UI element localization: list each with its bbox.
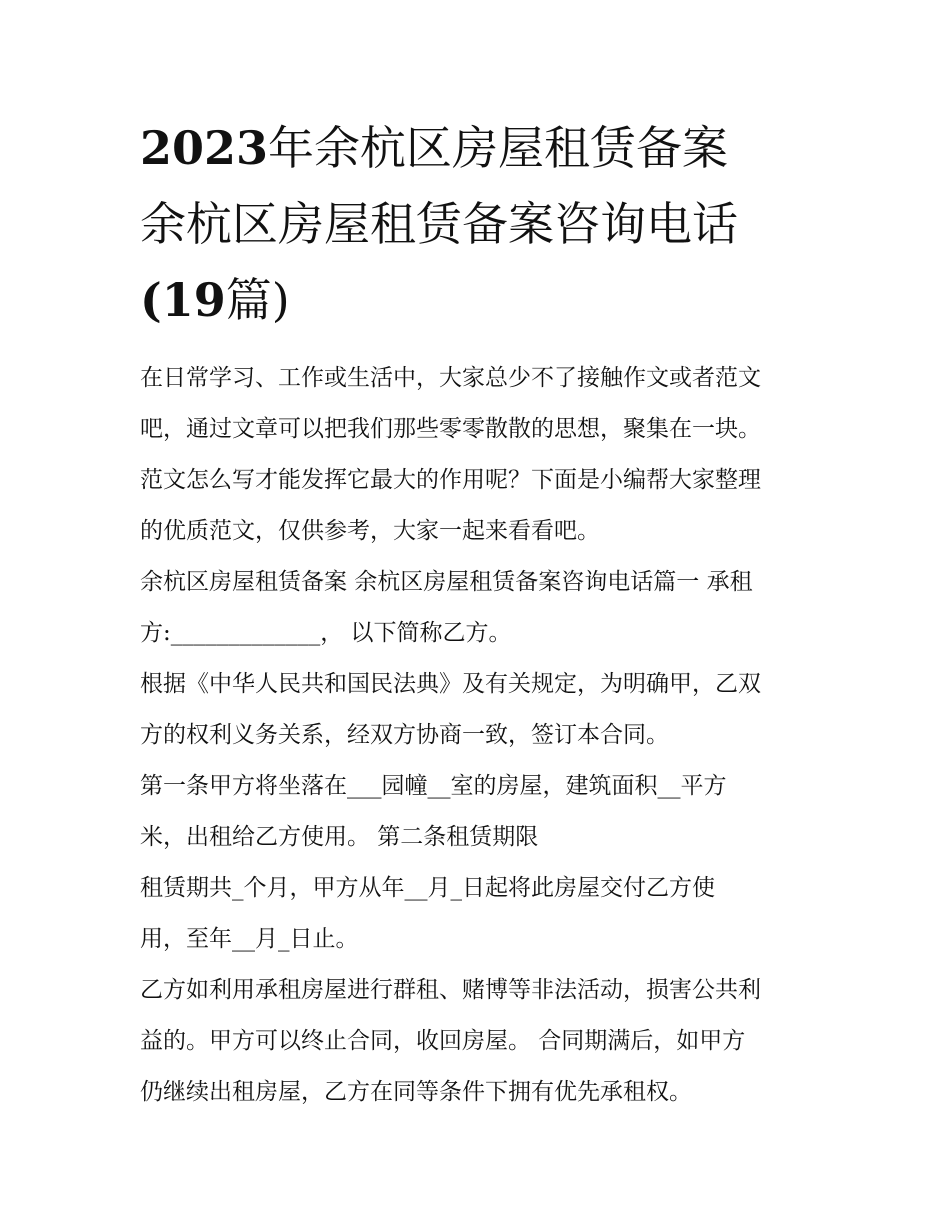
title-line-3-text: 篇) [225,273,290,327]
body-line: 仍继续出租房屋，乙方在同等条件下拥有优先承租权。 [140,1079,692,1105]
document-title [140,110,830,338]
title-line-1 [140,110,830,186]
title-year: 2023 [140,121,269,175]
body-line: 米，出租给乙方使用。 第二条租赁期限 [140,824,539,850]
body-line: 根据《中华人民共和国民法典》及有关规定，为明确甲，乙双 [140,671,761,697]
body-line: 乙方如利用承租房屋进行群租、赌博等非法活动，损害公共利 [140,977,761,1003]
title-line-2-text: 余杭区房屋租赁备案咨询电话 [140,197,738,251]
body-line: 在日常学习、工作或生活中，大家总少不了接触作文或者范文 [140,365,761,391]
body-line: 方:_____________， 以下简称乙方。 [140,620,512,646]
body-line: 方的权利义务关系，经双方协商一致，签订本合同。 [140,722,669,748]
body-line: 益的。甲方可以终止合同，收回房屋。 合同期满后，如甲方 [140,1028,746,1054]
body-line: 范文怎么写才能发挥它最大的作用呢？下面是小编帮大家整理 [140,467,761,493]
body-line: 用，至年__月_日止。 [140,926,359,952]
document-body [140,353,830,1118]
title-count: (19 [140,273,226,327]
body-line: 余杭区房屋租赁备案 余杭区房屋租赁备案咨询电话篇一 承租 [140,569,753,595]
body-line: 吧，通过文章可以把我们那些零零散散的思想，聚集在一块。 [140,416,761,442]
body-line: 第一条甲方将坐落在___园幢__室的房屋，建筑面积__平方 [140,773,727,799]
title-line-3 [140,262,830,338]
body-line: 的优质范文，仅供参考，大家一起来看看吧。 [140,518,600,544]
title-line-2 [140,186,830,262]
title-line-1-text: 年余杭区房屋租赁备案 [268,121,729,175]
body-line: 租赁期共_个月，甲方从年__月_日起将此房屋交付乙方使 [140,875,715,901]
